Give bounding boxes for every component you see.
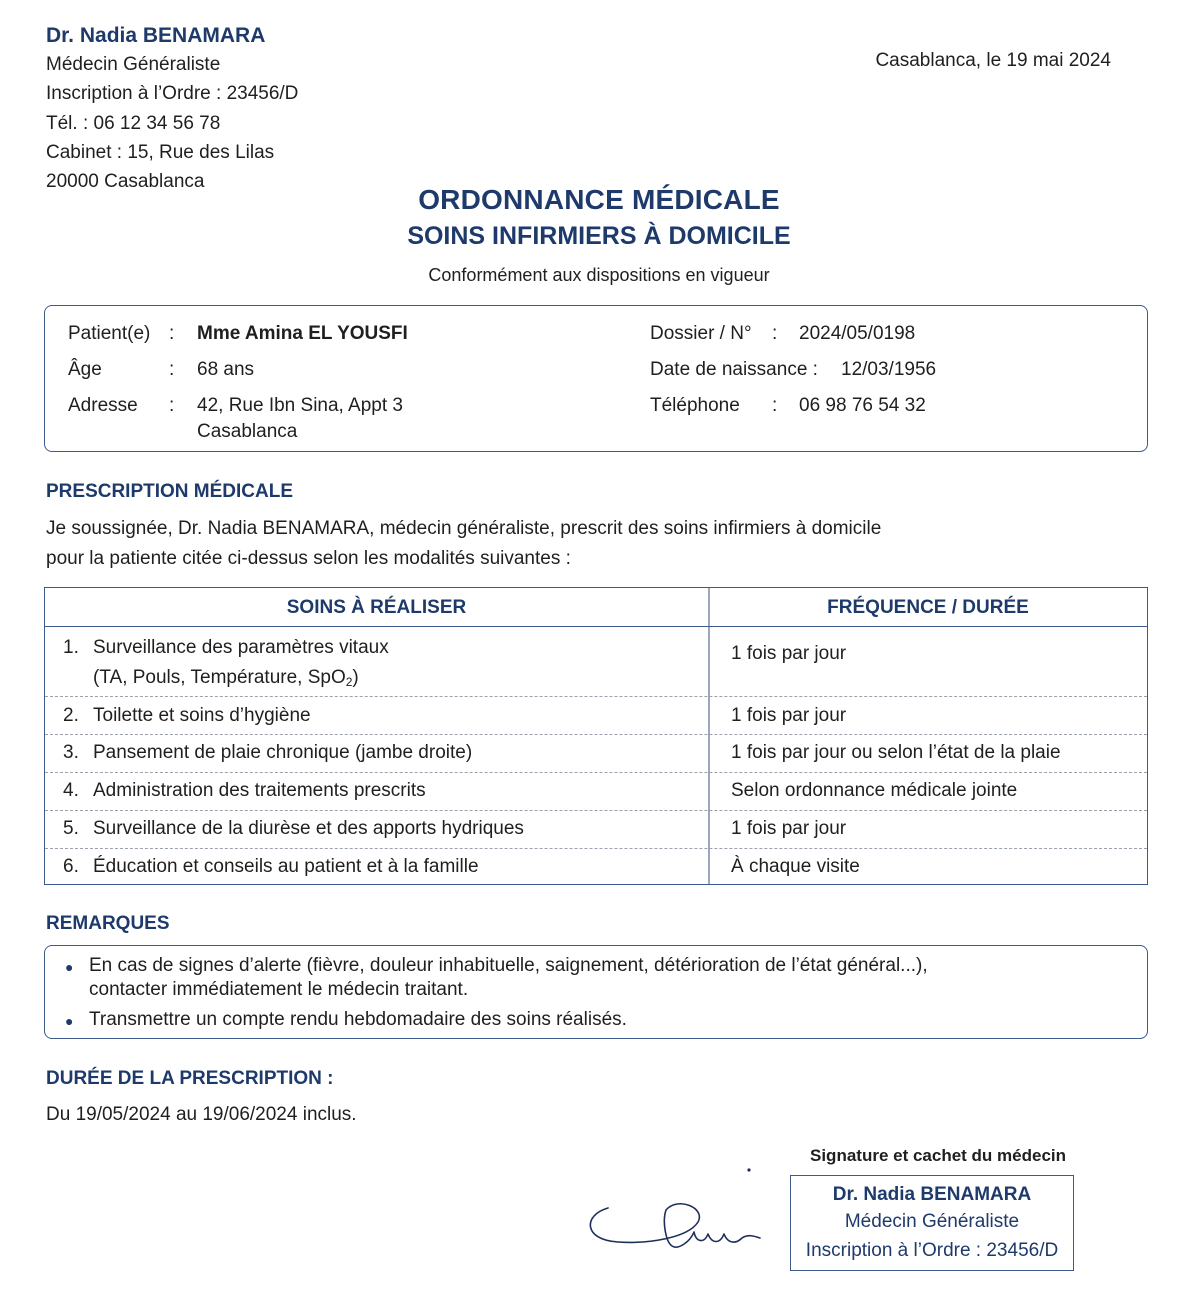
duration-text: Du 19/05/2024 au 19/06/2024 inclus.: [46, 1104, 357, 1125]
patient-address-line1: 42, Rue Ibn Sina, Appt 3: [197, 395, 403, 416]
doctor-registration: Inscription à l’Ordre : 23456/D: [46, 83, 299, 105]
patient-age-label: Âge: [68, 359, 102, 380]
row-care: Éducation et conseils au patient et à la famille: [93, 856, 479, 877]
handwritten-signature: [578, 1160, 778, 1260]
patient-name-value: Mme Amina EL YOUSFI: [197, 323, 408, 344]
patient-birth-value: 12/03/1956: [841, 359, 937, 380]
table-row: [45, 850, 1147, 884]
row-care: Toilette et soins d’hygiène: [93, 705, 311, 726]
patient-address-colon: :: [169, 395, 175, 416]
remark-item: En cas de signes d’alerte (fièvre, douleur inhabituelle, saignement, détérioration de l’état général...), contacter immédiatement le médecin traitant.: [89, 955, 928, 1000]
row-frequency: 1 fois par jour: [731, 643, 847, 664]
doctor-header: [46, 22, 298, 196]
row-frequency: 1 fois par jour ou selon l’état de la plaie: [731, 742, 1061, 763]
row-frequency: 1 fois par jour: [731, 818, 847, 839]
row-care: Administration des traitements prescrits: [93, 780, 426, 801]
prescription-text: [46, 514, 1046, 574]
doctor-phone: Tél. : 06 12 34 56 78: [46, 112, 221, 134]
row-number: 6.: [63, 856, 79, 877]
row-care: Surveillance de la diurèse et des apports hydriques: [93, 818, 524, 839]
row-number: 2.: [63, 705, 79, 726]
table-header-care: SOINS À RÉALISER: [286, 597, 467, 618]
stamp-specialty: Médecin Généraliste: [844, 1211, 1020, 1232]
row-frequency: Selon ordonnance médicale jointe: [731, 780, 1018, 801]
row-number: 3.: [63, 742, 79, 763]
patient-phone-label: Téléphone: [650, 395, 740, 416]
patient-file-value: 2024/05/0198: [799, 323, 916, 344]
row-care: Surveillance des paramètres vitaux: [93, 637, 389, 658]
patient-file-colon: :: [772, 323, 778, 344]
row-number: 1.: [63, 637, 79, 658]
care-table: [44, 587, 1148, 885]
patient-phone-colon: :: [772, 395, 778, 416]
stamp-name: Dr. Nadia BENAMARA: [832, 1184, 1032, 1205]
doctor-address-line1: Cabinet : 15, Rue des Lilas: [46, 141, 275, 163]
remarks-title: REMARQUES: [46, 913, 170, 934]
duration-title: DURÉE DE LA PRESCRIPTION :: [46, 1068, 334, 1089]
document-title: ORDONNANCE MÉDICALE: [418, 184, 780, 215]
bullet-icon: ●: [65, 1013, 74, 1029]
patient-info-box: [44, 305, 1148, 452]
table-row: [45, 628, 1147, 697]
bullet-icon: ●: [65, 959, 74, 975]
patient-phone-value: 06 98 76 54 32: [799, 395, 926, 416]
row-frequency: 1 fois par jour: [731, 705, 847, 726]
table-row: [45, 774, 1147, 811]
table-row: [45, 698, 1147, 735]
row-care: Pansement de plaie chronique (jambe droite): [93, 742, 473, 763]
patient-file-label: Dossier / N°: [650, 323, 752, 344]
remarks-box: [44, 945, 1148, 1039]
stamp-registration: Inscription à l’Ordre : 23456/D: [805, 1240, 1059, 1261]
prescription-text-line2: pour la patiente citée ci-dessus selon les modalités suivantes :: [46, 548, 571, 569]
document-note: Conformément aux dispositions en vigueur: [428, 265, 770, 285]
patient-name-label: Patient(e): [68, 323, 151, 344]
patient-address-label: Adresse: [68, 395, 138, 416]
prescription-title: PRESCRIPTION MÉDICALE: [46, 481, 294, 502]
signature-label: Signature et cachet du médecin: [810, 1146, 1067, 1165]
table-header-row: [45, 588, 1147, 627]
patient-name-colon: :: [169, 323, 175, 344]
patient-age-value: 68 ans: [197, 359, 255, 380]
row-care-detail: (TA, Pouls, Température, SpO$_2$): [93, 667, 359, 689]
prescription-text-line1: Je soussignée, Dr. Nadia BENAMARA, médecin généraliste, prescrit des soins infirmiers à domicile: [46, 518, 882, 539]
row-frequency: À chaque visite: [731, 856, 860, 877]
date-line: Casablanca, le 19 mai 2024: [875, 50, 1111, 71]
table-row: [45, 812, 1147, 849]
patient-birth-label: Date de naissance :: [650, 359, 818, 380]
patient-age-colon: :: [169, 359, 175, 380]
patient-address-line2: Casablanca: [197, 421, 298, 442]
title-block: [0, 182, 1198, 288]
document-subtitle: SOINS INFIRMIERS À DOMICILE: [407, 222, 791, 250]
doctor-stamp: [790, 1175, 1074, 1271]
table-row: [45, 736, 1147, 773]
row-number: 5.: [63, 818, 79, 839]
remark-item: Transmettre un compte rendu hebdomadaire des soins réalisés.: [89, 1009, 627, 1030]
doctor-address-line2: 20000 Casablanca: [46, 171, 205, 193]
table-header-frequency: FRÉQUENCE / DURÉE: [827, 597, 1029, 618]
row-number: 4.: [63, 780, 79, 801]
doctor-name: Dr. Nadia BENAMARA: [46, 24, 266, 47]
doctor-specialty: Médecin Généraliste: [46, 54, 221, 75]
